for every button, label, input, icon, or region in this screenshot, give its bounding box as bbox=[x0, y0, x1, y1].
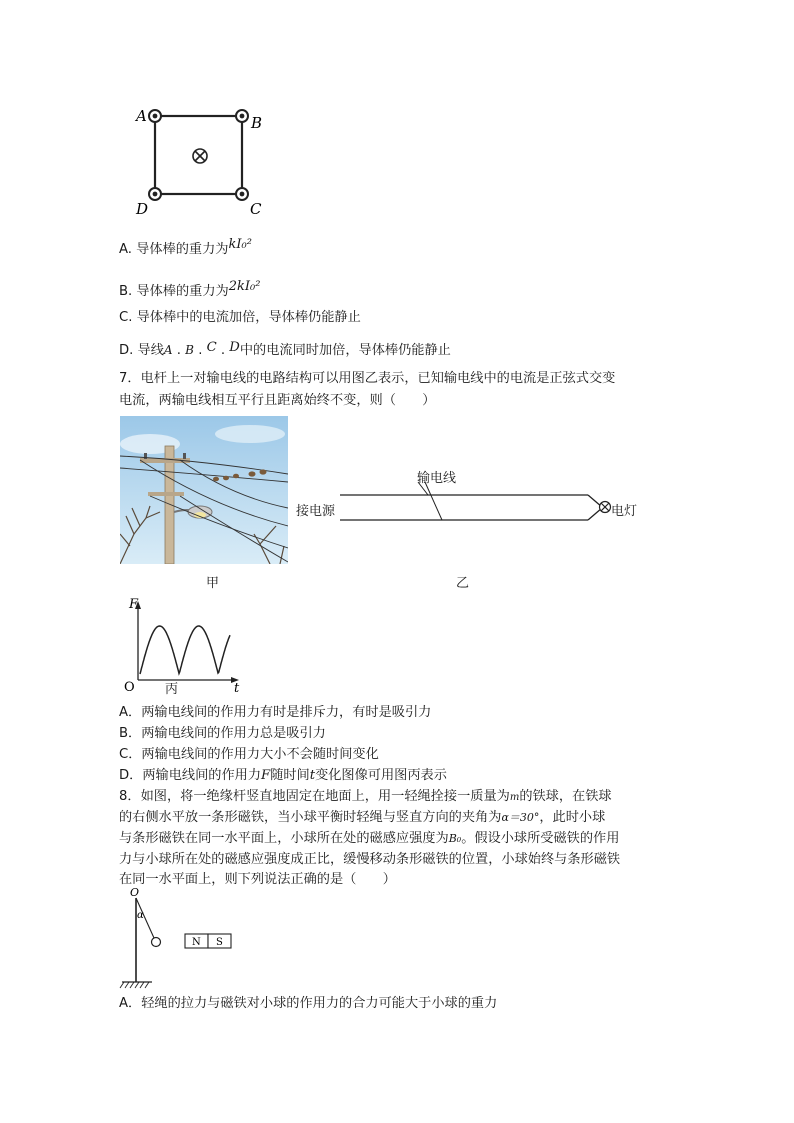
magnet-n-label: N bbox=[192, 937, 201, 948]
label-c: C bbox=[250, 200, 262, 218]
wire-dot-icon bbox=[149, 188, 161, 200]
q8-stem-line-3: 与条形磁铁在同一水平面上，小球所在处的磁感应强度为B₀。假设小球所受磁铁的作用 bbox=[119, 831, 620, 846]
magnet-s-label: S bbox=[216, 937, 223, 948]
power-pole-illustration bbox=[120, 416, 288, 564]
q7-option-d: D．两输电线间的作用力F随时间t变化图像可用图丙表示 bbox=[119, 768, 447, 783]
wire-dot-icon bbox=[236, 110, 248, 122]
figure-jia-caption: 甲 bbox=[206, 576, 220, 591]
q7-option-a: A．两输电线间的作用力有时是排斥力，有时是吸引力 bbox=[119, 705, 432, 720]
wire-label: 输电线 bbox=[417, 471, 457, 486]
q6-option-d: D. 导线A . B . C . D中的电流同时加倍，导体棒仍能静止 bbox=[119, 340, 451, 358]
q8-stem-line-4: 力与小球所在处的磁感应强度成正比，缓慢移动条形磁铁的位置，小球始终与条形磁铁 bbox=[119, 852, 621, 867]
formula-kI0-squared: kI₀² bbox=[228, 237, 252, 252]
lamp-icon bbox=[600, 502, 611, 513]
label-a: A bbox=[136, 107, 147, 125]
current-into-page-icon bbox=[193, 149, 207, 163]
pivot-label: O bbox=[130, 886, 140, 899]
figure-bing-caption: 丙 bbox=[165, 682, 179, 697]
lamp-label: 电灯 bbox=[611, 504, 638, 519]
q7-stem-line-2: 电流，两输电线相互平行且距离始终不变，则（ ） bbox=[119, 393, 436, 408]
q6-option-c: C. 导体棒中的电流加倍，导体棒仍能静止 bbox=[119, 310, 361, 325]
q8-stem-line-5: 在同一水平面上，则下列说法正确的是（ ） bbox=[119, 872, 396, 887]
origin-label: O bbox=[124, 680, 135, 694]
q7-option-b: B．两输电线间的作用力总是吸引力 bbox=[119, 726, 326, 741]
power-source-label: 接电源 bbox=[296, 504, 336, 519]
wire-dot-icon bbox=[149, 110, 161, 122]
q6-option-b: B. 导体棒的重力为2kI₀² bbox=[119, 279, 261, 299]
iron-ball bbox=[152, 938, 161, 947]
angle-label: α bbox=[137, 910, 144, 921]
q6-option-a: A. 导体棒的重力为kI₀² bbox=[119, 237, 252, 257]
axis-f-label: F bbox=[129, 597, 139, 612]
q8-stem-line-1: 8．如图，将一绝缘杆竖直地固定在地面上，用一轻绳拴接一质量为m的铁球，在铁球 bbox=[119, 789, 612, 804]
formula-2kI0-squared: 2kI₀² bbox=[228, 279, 261, 294]
axis-t-label: t bbox=[234, 681, 240, 694]
force-curve bbox=[140, 626, 230, 674]
wire-dot-icon bbox=[236, 188, 248, 200]
bar-magnet bbox=[185, 934, 231, 948]
q7-stem-line-1: 7．电杆上一对输电线的电路结构可以用图乙表示，已知输电线中的电流是正弦式交变 bbox=[119, 371, 616, 386]
q8-stem-line-2: 的右侧水平放一条形磁铁，当小球平衡时轻绳与竖直方向的夹角为α＝30°，此时小球 bbox=[119, 810, 606, 825]
q7-option-c: C．两输电线间的作用力大小不会随时间变化 bbox=[119, 747, 379, 762]
label-b: B bbox=[251, 114, 263, 132]
figure-yi-caption: 乙 bbox=[456, 576, 470, 591]
pendulum-magnet-figure bbox=[118, 886, 248, 990]
square-loop-figure bbox=[128, 104, 278, 222]
label-d: D bbox=[136, 200, 149, 218]
force-time-graph bbox=[118, 596, 248, 694]
q8-option-a: A．轻绳的拉力与磁铁对小球的作用力的合力可能大于小球的重力 bbox=[119, 996, 498, 1011]
transmission-line-diagram bbox=[290, 460, 650, 540]
